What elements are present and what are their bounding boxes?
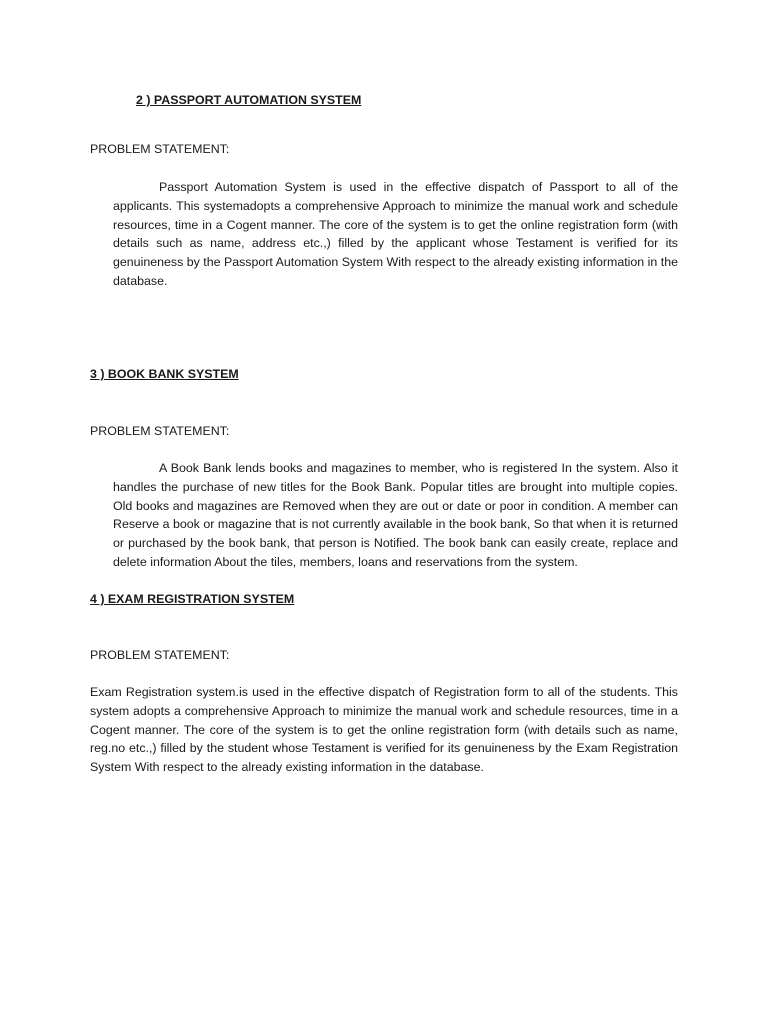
book-bank-problem-paragraph: A Book Bank lends books and magazines to member, who is registered In the system. Also it handles the purchase of new titles for the Book Bank. Popular titles are brought into multiple copies. Old books and magazines are Removed when they are out or date or poor in condition. A member can Reserve a book or magazine that is not currently available in the book bank, So that when it is returned or purchased by the book bank, that person is Notified. The book bank can easily create, replace and delete information About the tiles, members, loans and reservations from the system. [113, 461, 678, 569]
problem-statement-label-exam: PROBLEM STATEMENT: [90, 648, 230, 662]
section-heading-passport: 2 ) PASSPORT AUTOMATION SYSTEM [136, 93, 362, 107]
exam-registration-problem-paragraph: Exam Registration system.is used in the effective dispatch of Registration form to all of the students. This system adopts a comprehensive Approach to minimize the manual work and schedule resources, time in a Cogent manner. The core of the system is to get the online registration form (with details such as name, reg.no etc.,) filled by the student whose Testament is verified for its genuineness by the Exam Registration System With respect to the already existing information in the database. [90, 685, 678, 775]
section-heading-book-bank: 3 ) BOOK BANK SYSTEM [90, 367, 239, 381]
passport-problem-paragraph: Passport Automation System is used in the effective dispatch of Passport to all of the applicants. This systemadopts a comprehensive Approach to minimize the manual work and schedule resources, time in a Cogent manner. The core of the system is to get the online registration form (with details such as name, address etc.,) filled by the applicant whose Testament is verified for its genuineness by the Passport Automation System With respect to the already existing information in the database. [113, 180, 678, 288]
section-heading-exam-registration: 4 ) EXAM REGISTRATION SYSTEM [90, 592, 295, 606]
problem-statement-label-book-bank: PROBLEM STATEMENT: [90, 424, 230, 438]
problem-statement-label-passport: PROBLEM STATEMENT: [90, 142, 230, 156]
